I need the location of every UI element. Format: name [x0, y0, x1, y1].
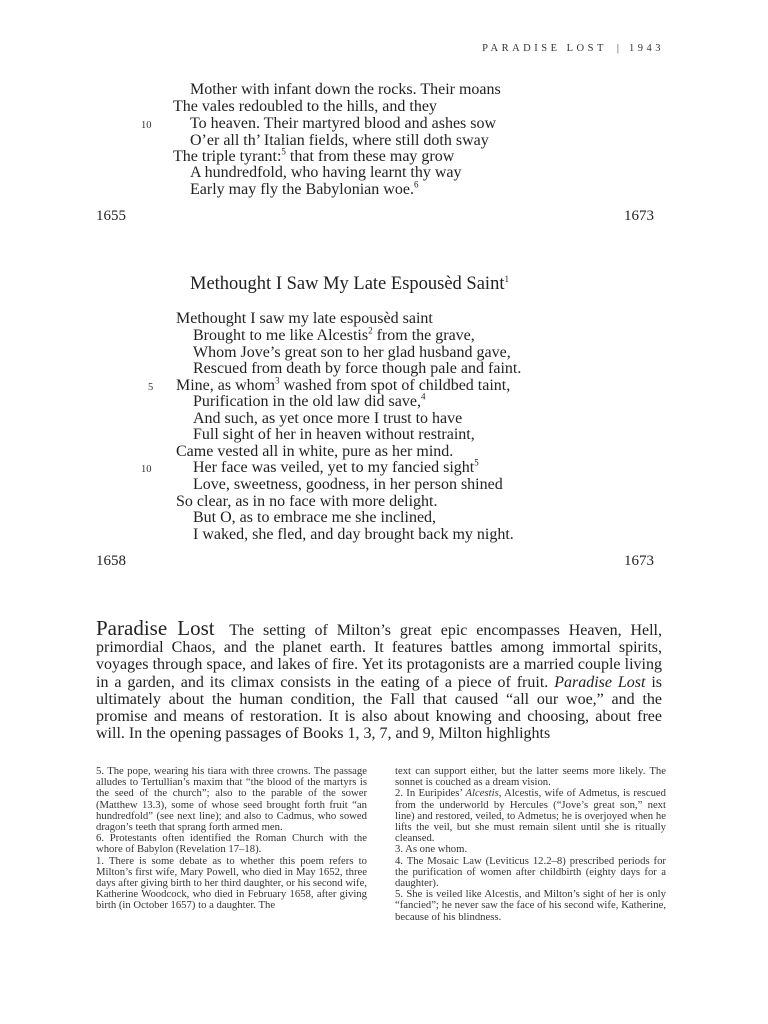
footnote-ref: 1 — [504, 273, 509, 284]
page-number: 1943 — [629, 43, 664, 54]
poem-line: Love, sweetness, goodness, in her person shined — [193, 476, 503, 493]
line-number: 10 — [141, 464, 152, 475]
section-intro: Paradise Lost The setting of Milton’s great epic encompasses Heaven, Hell, primordial Chaos, and the planet earth. It features battles among immortal spirits, voyages through space, and lakes of fire. Yet its protagonists are a married couple living in a garden, and its climax consists in the eating of a piece of fruit. Paradise Lost is ultimately about the human condition, the Fall that caused “all our woe,” and the promise and means of restoration. It is also about knowing and choosing, about free will. In the opening passages of Books 1, 3, 7, and 9, Milton highlights — [96, 616, 663, 743]
footnote-ref: 5 — [474, 457, 479, 468]
poem-line: And such, as yet once more I trust to have — [193, 410, 463, 427]
poem-line: Mine, as whom$^3$ washed from spot of childbed taint, — [176, 375, 511, 394]
footnotes-left — [96, 766, 367, 912]
poem-line: The triple tyrant:$^5$ that from these may grow — [173, 146, 455, 165]
footnote: 3. As one whom. — [395, 843, 468, 856]
header-title: PARADISE LOST — [482, 43, 607, 54]
poem-line: O’er all th’ Italian fields, where still doth sway — [190, 132, 489, 149]
poem-line: Full sight of her in heaven without restraint, — [193, 426, 475, 443]
poem-line: Purification in the old law did save,$^4$ — [193, 391, 426, 410]
composition-date: 1655 — [96, 208, 126, 224]
footnote-ref: 4 — [420, 391, 426, 402]
publication-date: 1673 — [624, 208, 654, 224]
poem-line: Early may fly the Babylonian woe.$^6$ — [190, 179, 419, 198]
poem-line: Mother with infant down the rocks. Their moans — [190, 81, 501, 98]
poem-line: So clear, as in no face with more delight. — [176, 493, 438, 510]
poem-line: Her face was veiled, yet to my fancied sight$^5$ — [193, 457, 479, 476]
footnote-ref: 5 — [281, 146, 286, 157]
poem-line: Methought I saw my late espousèd saint — [176, 310, 433, 327]
poem-line: Came vested all in white, pure as her mind. — [176, 443, 454, 460]
footnote: 4. The Mosaic Law (Leviticus 12.2–8) prescribed periods for the purification of women after childbirth (eighty days for a daughter). — [395, 854, 666, 890]
header-separator: | — [616, 43, 619, 54]
footnote: 5. She is veiled like Alcestis, and Milton’s sight of her is only “fancied”; he never saw the face of his second wife, Katherine, because of his blindness. — [395, 888, 666, 923]
composition-date: 1658 — [96, 553, 126, 569]
poem-line: Rescued from death by force though pale and faint. — [193, 360, 522, 377]
publication-date: 1673 — [624, 553, 654, 569]
poem-line: I waked, she fled, and day brought back my night. — [193, 526, 514, 543]
poem-line: A hundredfold, who having learnt thy way — [190, 164, 462, 181]
footnote: 2. In Euripides’ Alcestis, Alcestis, wife of Admetus, is rescued from the underworld by Hercules (“Jove’s great son,” next line) and restored, veiled, to Admetus; he is overjoyed when he lifts the veil, but she must remain silent until she is ritually cleansed. — [395, 787, 666, 845]
poem-line: The vales redoubled to the hills, and they — [173, 98, 437, 115]
footnote: text can support either, but the latter seems more likely. The sonnet is couched as a dream vision. — [395, 765, 666, 789]
footnote-ref: 6 — [413, 179, 419, 190]
footnote: 6. Protestants often identified the Roman Church with the whore of Babylon (Revelation 17–18). — [96, 832, 367, 856]
footnote: 5. The pope, wearing his tiara with three crowns. The passage alludes to Tertullian’s maxim that “the blood of the martyrs is the seed of the church”; also to the parable of the sower (Matthew 13.3), some of whose seed brought forth fruit “an hundredfold” (see next line); and also to Cadmus, who sowed dragon’s teeth that sprang forth armed men. — [96, 765, 367, 834]
poem-title: Methought I Saw My Late Espousèd Saint$^1$ — [190, 273, 509, 294]
footnote: 1. There is some debate as to whether this poem refers to Milton’s first wife, Mary Powell, who died in May 1652, three days after giving birth to her third daughter, or his second wife, Katherine Woodcock, who died in February 1658, after giving birth (in October 1657) to a daughter. The — [96, 854, 367, 912]
poem-line: Brought to me like Alcestis$^2$ from the grave, — [193, 325, 475, 344]
footnotes-right — [395, 766, 666, 923]
section-heading: Paradise Lost — [96, 616, 215, 640]
footnote-ref: 2 — [368, 325, 373, 336]
poem-line: To heaven. Their martyred blood and ashes sow — [190, 115, 497, 132]
line-number: 5 — [148, 382, 154, 393]
poem-line: Whom Jove’s great son to her glad husband gave, — [193, 344, 511, 361]
line-number: 10 — [141, 120, 152, 131]
footnote-ref: 3 — [275, 375, 280, 386]
poem-line: But O, as to embrace me she inclined, — [193, 509, 437, 526]
running-header — [482, 43, 664, 54]
